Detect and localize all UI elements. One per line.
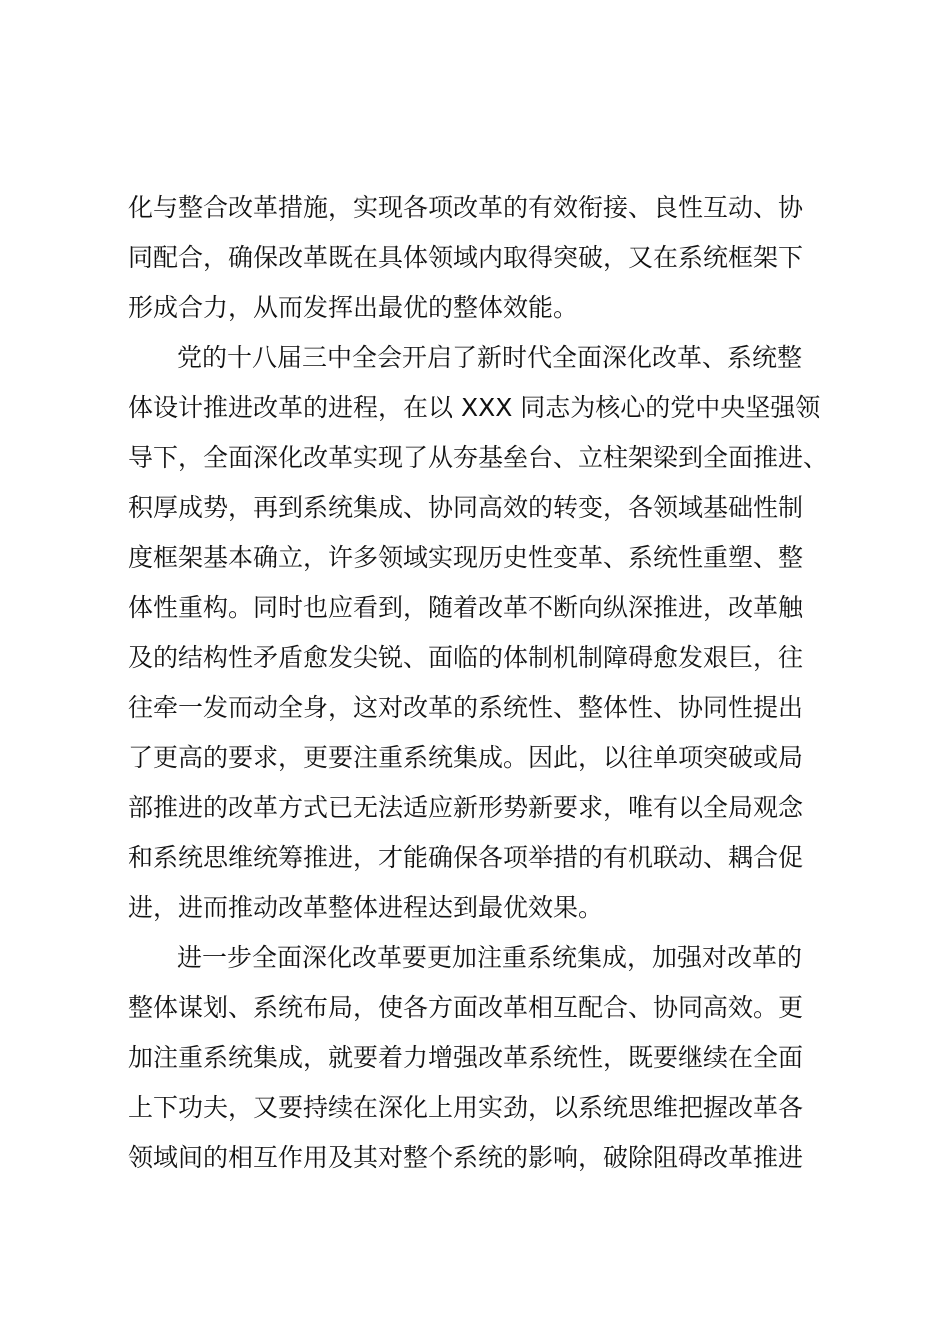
text-line: 同配合，确保改革既在具体领域内取得突破，又在系统框架下 [128,243,804,272]
text-line: 及的结构性矛盾愈发尖锐、面临的体制机制障碍愈发艰巨，往 [128,643,804,672]
text-line: 体性重构。同时也应看到，随着改革不断向纵深推进，改革触 [128,593,804,622]
text-line: 领域间的相互作用及其对整个系统的影响，破除阻碍改革推进 [128,1143,804,1172]
text-line: 往牵一发而动全身，这对改革的系统性、整体性、协同性提出 [128,693,804,722]
document-body [128,183,838,1183]
text-line: 进，进而推动改革整体进程达到最优效果。 [128,893,604,922]
text-line: 形成合力，从而发挥出最优的整体效能。 [128,293,579,322]
paragraph-1 [128,183,838,333]
text-line: 整体谋划、系统布局，使各方面改革相互配合、协同高效。更 [128,993,804,1022]
text-line: 积厚成势，再到系统集成、协同高效的转变，各领域基础性制 [128,493,804,522]
text-line: 和系统思维统筹推进，才能确保各项举措的有机联动、耦合促 [128,843,804,872]
text-line-first: 党的十八届三中全会开启了新时代全面深化改革、系统整 [177,343,803,372]
text-line: 度框架基本确立，许多领域实现历史性变革、系统性重塑、整 [128,543,804,572]
text-line-first: 进一步全面深化改革要更加注重系统集成，加强对改革的 [177,943,803,972]
paragraph-2 [128,333,838,933]
paragraph-3 [128,933,838,1183]
text-line: 化与整合改革措施，实现各项改革的有效衔接、良性互动、协 [128,193,804,222]
text-line: 上下功夫，又要持续在深化上用实劲，以系统思维把握改革各 [128,1093,804,1122]
text-line: 部推进的改革方式已无法适应新形势新要求，唯有以全局观念 [128,793,804,822]
text-line: 导下，全面深化改革实现了从夯基垒台、立柱架梁到全面推进、 [128,443,829,472]
text-line: 体设计推进改革的进程，在以 XXX 同志为核心的党中央坚强领 [128,393,821,422]
text-line: 加注重系统集成，就要着力增强改革系统性，既要继续在全面 [128,1043,804,1072]
text-line: 了更高的要求，更要注重系统集成。因此，以往单项突破或局 [128,743,804,772]
